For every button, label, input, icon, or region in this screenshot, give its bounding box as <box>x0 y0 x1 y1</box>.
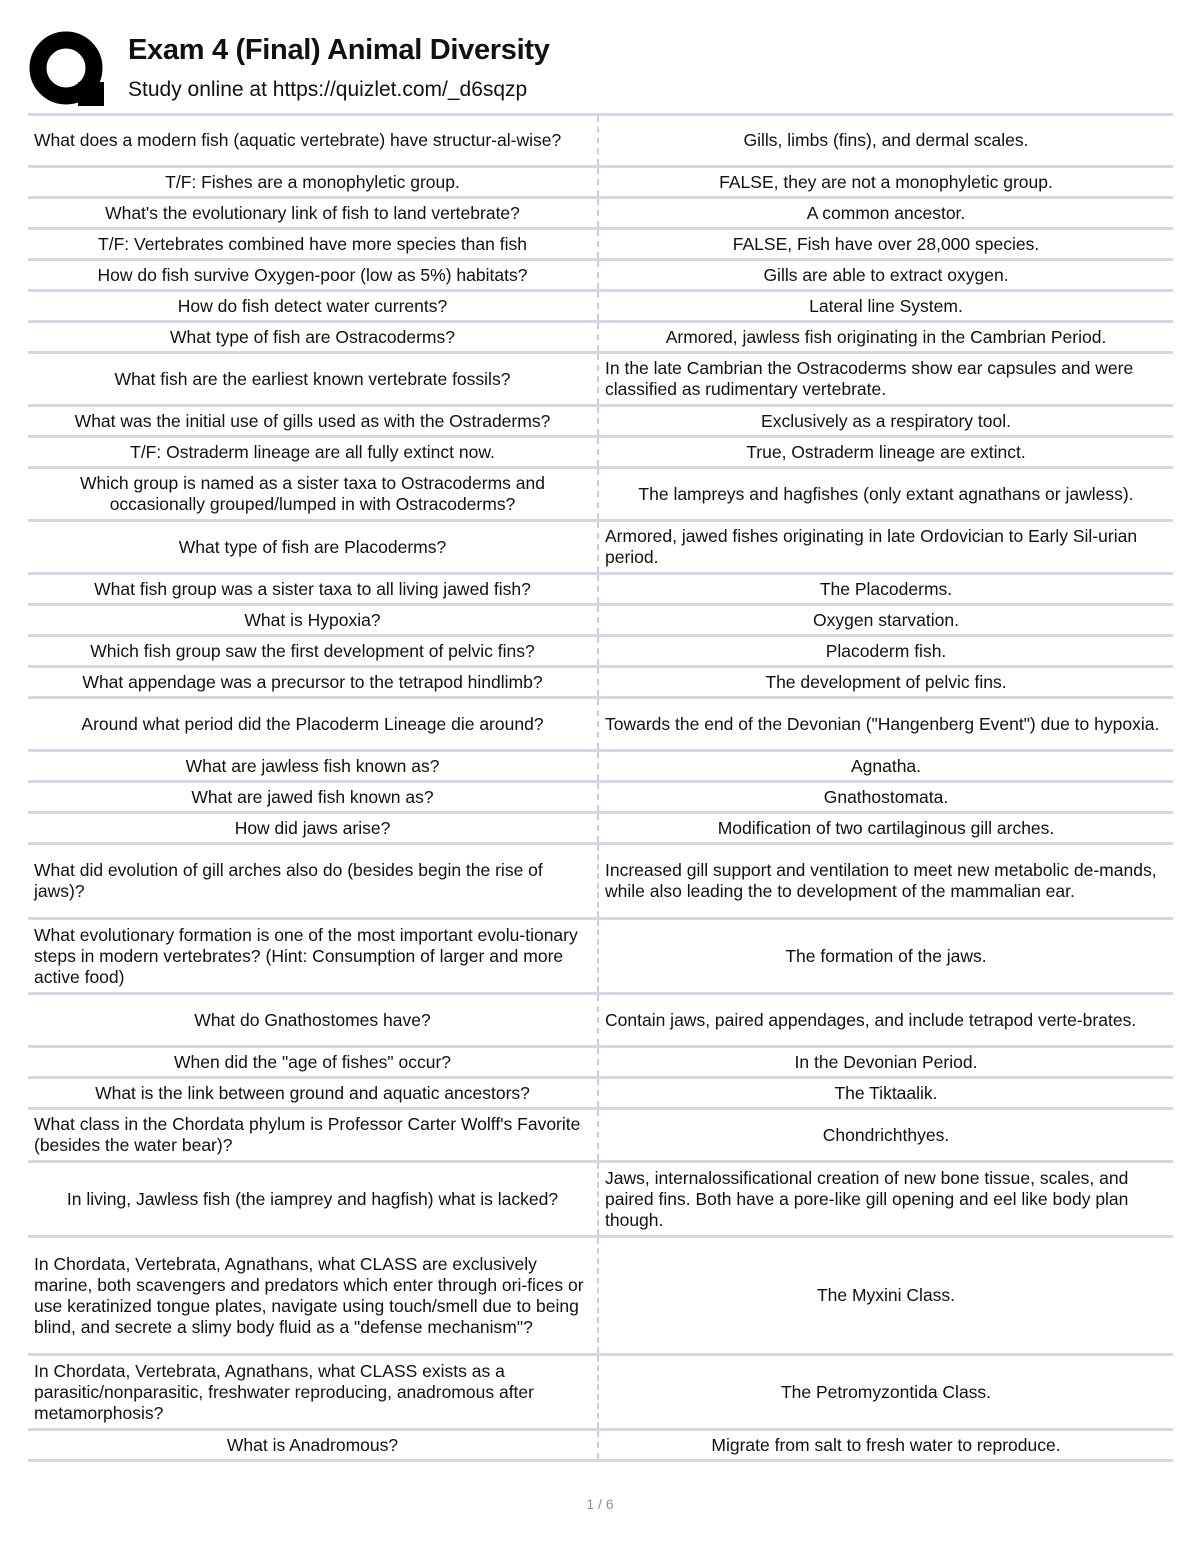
table-row <box>28 606 1173 637</box>
definition-cell: In the late Cambrian the Ostracoderms show ear capsules and were classified as rudimentary vertebrate. <box>605 358 1134 399</box>
definition-cell: The lampreys and hagfishes (only extant agnathans or jawless). <box>638 483 1134 504</box>
definition-cell: The Placoderms. <box>819 578 953 599</box>
definition-cell: Contain jaws, paired appendages, and include tetrapod verte-brates. <box>605 1009 1137 1030</box>
table-row <box>28 407 1173 438</box>
term-cell: What was the initial use of gills used as with the Ostraderms? <box>28 407 599 435</box>
definition-cell: The Tiktaalik. <box>834 1082 938 1103</box>
term-cell: What fish are the earliest known vertebrate fossils? <box>28 354 599 404</box>
table-row <box>28 814 1173 845</box>
table-row <box>28 1079 1173 1110</box>
table-row <box>28 995 1173 1048</box>
table-row <box>28 292 1173 323</box>
term-cell: What do Gnathostomes have? <box>28 995 599 1045</box>
definition-cell: Armored, jawless fish originating in the Cambrian Period. <box>665 326 1107 347</box>
table-row <box>28 354 1173 407</box>
term-cell: What is the link between ground and aquatic ancestors? <box>28 1079 599 1107</box>
term-cell: T/F: Ostraderm lineage are all fully extinct now. <box>28 438 599 466</box>
table-row <box>28 261 1173 292</box>
definition-cell: Gills, limbs (fins), and dermal scales. <box>743 130 1029 150</box>
definition-cell: The Myxini Class. <box>816 1285 956 1305</box>
term-cell: What is Anadromous? <box>28 1431 599 1459</box>
table-row <box>28 1048 1173 1079</box>
study-online-link[interactable]: Study online at https://quizlet.com/_d6sqzp <box>128 78 528 101</box>
table-row <box>28 920 1173 995</box>
definition-cell: Gnathostomata. <box>823 786 949 807</box>
term-cell: Around what period did the Placoderm Lineage die around? <box>28 699 599 749</box>
table-row <box>28 323 1173 354</box>
term-cell: What did evolution of gill arches also do (besides begin the rise of jaws)? <box>28 845 599 917</box>
definition-cell: Modification of two cartilaginous gill arches. <box>717 817 1055 838</box>
definition-cell: Gills are able to extract oxygen. <box>763 264 1009 285</box>
definition-cell: Migrate from salt to fresh water to reproduce. <box>711 1434 1061 1455</box>
term-cell: When did the "age of fishes" occur? <box>28 1048 599 1076</box>
table-row <box>28 230 1173 261</box>
term-cell: What does a modern fish (aquatic vertebrate) have structur-al-wise? <box>28 116 599 165</box>
definition-cell: Exclusively as a respiratory tool. <box>761 410 1011 431</box>
table-row <box>28 637 1173 668</box>
term-cell: What fish group was a sister taxa to all living jawed fish? <box>28 575 599 603</box>
table-row <box>28 522 1173 575</box>
table-row <box>28 575 1173 606</box>
table-row <box>28 1356 1173 1431</box>
definition-cell: Armored, jawed fishes originating in late Ordovician to Early Sil-urian period. <box>605 526 1138 567</box>
table-row <box>28 845 1173 920</box>
term-cell: How did jaws arise? <box>28 814 599 842</box>
term-cell: How do fish survive Oxygen-poor (low as 5%) habitats? <box>28 261 599 289</box>
term-cell: In Chordata, Vertebrata, Agnathans, what CLASS are exclusively marine, both scavengers and predators which enter through ori-fices or use keratinized tongue plates, navigate using touch/smell due to being blind, and secrete a slimy body fluid as a "defense mechanism"? <box>28 1238 599 1353</box>
definition-cell: FALSE, Fish have over 28,000 species. <box>732 233 1040 254</box>
term-cell: What type of fish are Placoderms? <box>28 522 599 572</box>
definition-cell: Jaws, internalossificational creation of new bone tissue, scales, and paired fins. Both have a pore-like gill opening and eel like body plan though. <box>605 1167 1129 1230</box>
definition-cell: The formation of the jaws. <box>785 945 987 966</box>
table-row <box>28 1238 1173 1356</box>
term-cell: How do fish detect water currents? <box>28 292 599 320</box>
term-cell: In living, Jawless fish (the iamprey and hagfish) what is lacked? <box>28 1163 599 1235</box>
table-row <box>28 752 1173 783</box>
table-row <box>28 469 1173 522</box>
definition-cell: The development of pelvic fins. <box>765 671 1007 692</box>
term-cell: In Chordata, Vertebrata, Agnathans, what CLASS exists as a parasitic/nonparasitic, freshwater reproducing, anadromous after metamorphosis? <box>28 1356 599 1428</box>
term-cell: What is Hypoxia? <box>28 606 599 634</box>
definition-cell: Oxygen starvation. <box>813 609 959 630</box>
quizlet-logo-icon <box>28 30 108 110</box>
term-cell: What evolutionary formation is one of the most important evolu-tionary steps in modern vertebrates? (Hint: Consumption of larger and more active food) <box>28 920 599 992</box>
term-cell: Which group is named as a sister taxa to Ostracoderms and occasionally grouped/lumped in with Ostracoderms? <box>28 469 599 519</box>
definition-cell: Chondrichthyes. <box>822 1124 950 1145</box>
flashcard-table <box>28 113 1173 1462</box>
definition-cell: True, Ostraderm lineage are extinct. <box>746 441 1026 462</box>
term-cell: T/F: Vertebrates combined have more species than fish <box>28 230 599 258</box>
table-row <box>28 1431 1173 1462</box>
definition-cell: A common ancestor. <box>806 202 966 223</box>
definition-cell: Towards the end of the Devonian ("Hangenberg Event") due to hypoxia. <box>605 713 1160 734</box>
table-row <box>28 1110 1173 1163</box>
definition-cell: Increased gill support and ventilation to meet new metabolic de-mands, while also leading the to development of the mammalian ear. <box>605 860 1157 901</box>
term-cell: What appendage was a precursor to the tetrapod hindlimb? <box>28 668 599 696</box>
table-row <box>28 116 1173 168</box>
definition-cell: FALSE, they are not a monophyletic group. <box>719 171 1053 192</box>
definition-cell: The Petromyzontida Class. <box>780 1381 992 1402</box>
term-cell: What's the evolutionary link of fish to land vertebrate? <box>28 199 599 227</box>
definition-cell: In the Devonian Period. <box>794 1051 978 1072</box>
term-cell: What are jawless fish known as? <box>28 752 599 780</box>
page-number: 1 / 6 <box>586 1496 614 1512</box>
table-row <box>28 438 1173 469</box>
definition-cell: Placoderm fish. <box>825 640 947 661</box>
table-row <box>28 699 1173 752</box>
term-cell: What class in the Chordata phylum is Professor Carter Wolff's Favorite (besides the water bear)? <box>28 1110 599 1160</box>
document-title: Exam 4 (Final) Animal Diversity <box>128 34 550 66</box>
term-cell: T/F: Fishes are a monophyletic group. <box>28 168 599 196</box>
document-header <box>28 28 1178 110</box>
term-cell: Which fish group saw the first development of pelvic fins? <box>28 637 599 665</box>
definition-cell: Lateral line System. <box>809 295 963 316</box>
definition-cell: Agnatha. <box>850 755 922 776</box>
table-row <box>28 668 1173 699</box>
term-cell: What are jawed fish known as? <box>28 783 599 811</box>
term-cell: What type of fish are Ostracoderms? <box>28 323 599 351</box>
table-row <box>28 168 1173 199</box>
table-row <box>28 199 1173 230</box>
table-row <box>28 783 1173 814</box>
table-row <box>28 1163 1173 1238</box>
